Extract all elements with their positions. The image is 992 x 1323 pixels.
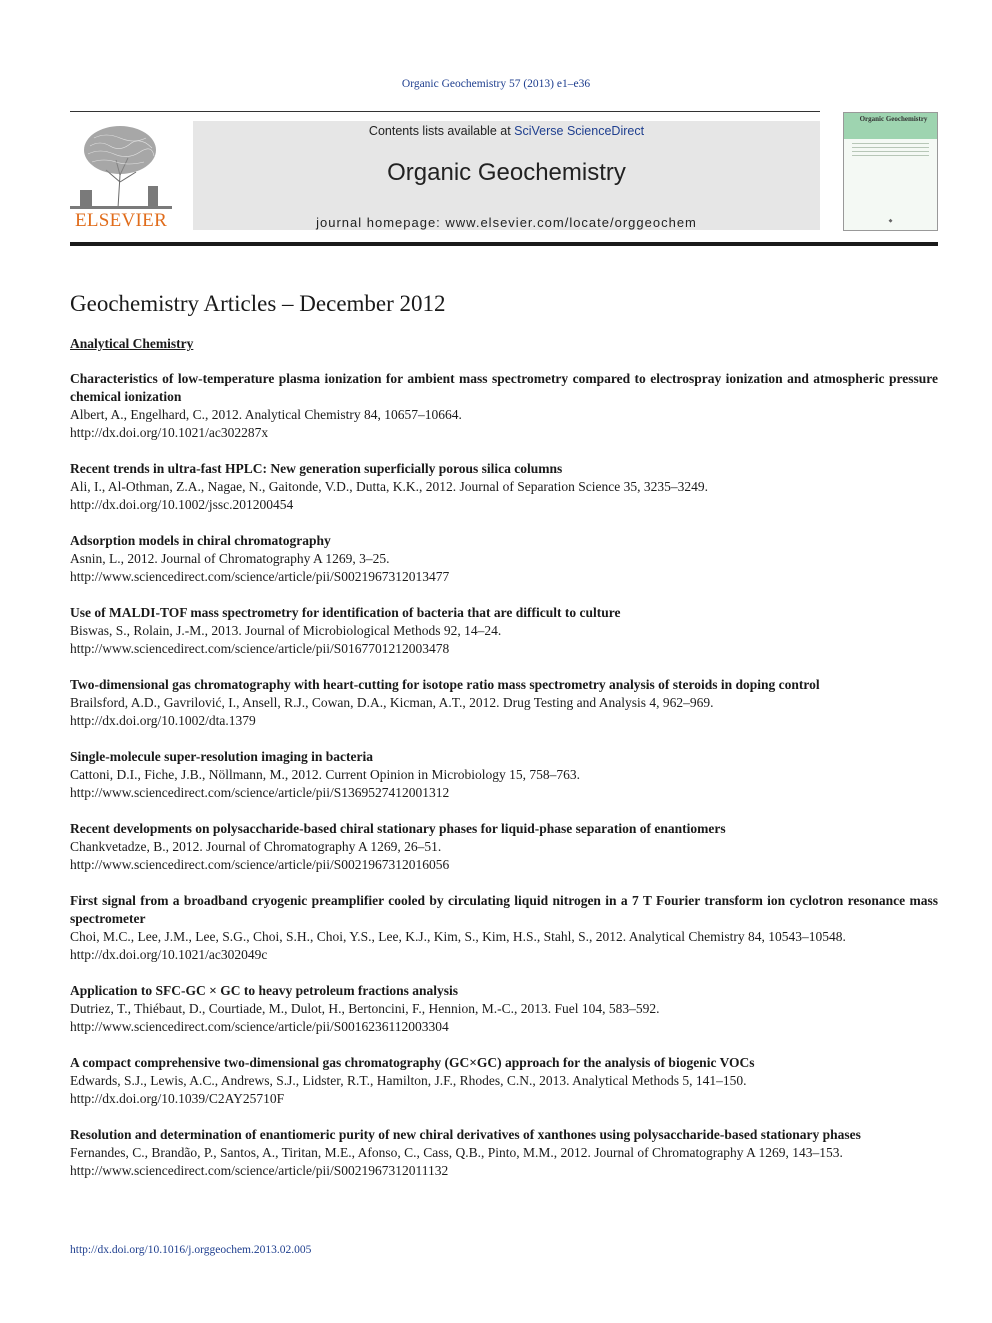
article-entry [70, 1126, 938, 1180]
article-url[interactable]: http://dx.doi.org/10.1002/jssc.201200454 [70, 497, 294, 512]
section-heading: Analytical Chemistry [70, 336, 194, 351]
article-entry [70, 604, 938, 658]
article-entry [70, 982, 938, 1036]
article-url[interactable]: http://dx.doi.org/10.1039/C2AY25710F [70, 1091, 285, 1106]
article-entry [70, 1054, 938, 1108]
article-entry [70, 748, 938, 802]
article-title: A compact comprehensive two-dimensional gas chromatography (GC×GC) approach for the analysis of biogenic VOCs [70, 1055, 755, 1070]
article-entry [70, 892, 938, 964]
article-reference: Asnin, L., 2012. Journal of Chromatography A 1269, 3–25. [70, 551, 390, 566]
article-reference: Fernandes, C., Brandão, P., Santos, A., Tiritan, M.E., Afonso, C., Cass, Q.B., Pinto, M.M., 2012. Journal of Chromatography A 1269, 143–153. [70, 1145, 843, 1160]
article-reference: Dutriez, T., Thiébaut, D., Courtiade, M., Dulot, H., Bertoncini, F., Hennion, M.-C., 2013. Fuel 104, 583–592. [70, 1001, 660, 1016]
publisher-wordmark: ELSEVIER [74, 210, 168, 231]
article-reference: Edwards, S.J., Lewis, A.C., Andrews, S.J., Lidster, R.T., Hamilton, J.F., Rhodes, C.N., 2013. Analytical Methods 5, 141–150. [70, 1073, 747, 1088]
article-entry [70, 460, 938, 514]
article-title: Recent developments on polysaccharide-based chiral stationary phases for liquid-phase separation of enantiomers [70, 821, 726, 836]
header-thick-rule [70, 242, 938, 246]
article-title: Resolution and determination of enantiomeric purity of new chiral derivatives of xanthones using polysaccharide-based stationary phases [70, 1127, 861, 1142]
article-reference: Choi, M.C., Lee, J.M., Lee, S.G., Choi, S.H., Choi, Y.S., Lee, K.J., Kim, S., Kim, H.S., Stahl, S., 2012. Analytical Chemistry 84, 10543–10548. [70, 929, 846, 944]
journal-banner [193, 121, 820, 230]
article-url[interactable]: http://dx.doi.org/10.1021/ac302287x [70, 425, 269, 440]
sciencedirect-link[interactable]: SciVerse ScienceDirect [514, 124, 645, 138]
article-reference: Albert, A., Engelhard, C., 2012. Analytical Chemistry 84, 10657–10664. [70, 407, 462, 422]
contents-line [193, 124, 820, 138]
article-title: First signal from a broadband cryogenic preamplifier cooled by circulating liquid nitrogen in a 7 T Fourier transform ion cyclotron resonance mass spectrometer [70, 893, 938, 926]
article-title: Two-dimensional gas chromatography with heart-cutting for isotope ratio mass spectrometry analysis of steroids in doping control [70, 677, 820, 692]
article-entry [70, 370, 938, 442]
journal-homepage[interactable]: journal homepage: www.elsevier.com/locate/orggeochem [316, 215, 697, 230]
journal-citation[interactable]: Organic Geochemistry 57 (2013) e1–e36 [401, 78, 591, 90]
article-url[interactable]: http://www.sciencedirect.com/science/article/pii/S0167701212003478 [70, 641, 450, 656]
masthead [70, 115, 938, 234]
cover-decoration [852, 143, 929, 159]
article-url[interactable]: http://www.sciencedirect.com/science/article/pii/S0021967312013477 [70, 569, 450, 584]
journal-title: Organic Geochemistry [387, 159, 626, 186]
page-title: Geochemistry Articles – December 2012 [70, 291, 446, 316]
article-url[interactable]: http://www.sciencedirect.com/science/article/pii/S0021967312016056 [70, 857, 450, 872]
cover-title: Organic Geochemistry [859, 115, 928, 123]
article-reference: Ali, I., Al-Othman, Z.A., Nagae, N., Gaitonde, V.D., Dutta, K.K., 2012. Journal of Separation Science 35, 3235–3249. [70, 479, 709, 494]
article-url[interactable]: http://dx.doi.org/10.1002/dta.1379 [70, 713, 256, 728]
contents-prefix: Contents lists available at [368, 124, 515, 138]
article-url[interactable]: http://dx.doi.org/10.1021/ac302049c [70, 947, 268, 962]
article-reference: Biswas, S., Rolain, J.-M., 2013. Journal of Microbiological Methods 92, 14–24. [70, 623, 502, 638]
article-list [70, 370, 938, 1198]
article-url[interactable]: http://www.sciencedirect.com/science/article/pii/S0016236112003304 [70, 1019, 449, 1034]
article-title: Characteristics of low-temperature plasma ionization for ambient mass spectrometry compared to electrospray ionization and atmospheric pressure chemical ionization [70, 371, 938, 404]
article-url[interactable]: http://www.sciencedirect.com/science/article/pii/S1369527412001312 [70, 785, 450, 800]
article-title: Application to SFC-GC × GC to heavy petroleum fractions analysis [70, 983, 459, 998]
article-entry [70, 532, 938, 586]
elsevier-tree-icon[interactable] [70, 120, 172, 232]
article-entry [70, 676, 938, 730]
article-reference: Cattoni, D.I., Fiche, J.B., Nöllmann, M., 2012. Current Opinion in Microbiology 15, 758–763. [70, 767, 580, 782]
article-reference: Chankvetadze, B., 2012. Journal of Chromatography A 1269, 26–51. [70, 839, 442, 854]
article-title: Adsorption models in chiral chromatography [70, 533, 331, 548]
article-title: Use of MALDI-TOF mass spectrometry for identification of bacteria that are difficult to culture [70, 605, 621, 620]
journal-cover-thumbnail[interactable] [843, 112, 938, 231]
footer-doi-link[interactable]: http://dx.doi.org/10.1016/j.orggeochem.2013.02.005 [70, 1244, 312, 1256]
cover-footer-icon: ◆ [888, 219, 893, 224]
article-title: Single-molecule super-resolution imaging in bacteria [70, 749, 373, 764]
header-rule [70, 111, 820, 112]
article-title: Recent trends in ultra-fast HPLC: New generation superficially porous silica columns [70, 461, 563, 476]
article-reference: Brailsford, A.D., Gavrilović, I., Ansell, R.J., Cowan, D.A., Kicman, A.T., 2012. Drug Testing and Analysis 4, 962–969. [70, 695, 714, 710]
article-url[interactable]: http://www.sciencedirect.com/science/article/pii/S0021967312011132 [70, 1163, 449, 1178]
article-entry [70, 820, 938, 874]
